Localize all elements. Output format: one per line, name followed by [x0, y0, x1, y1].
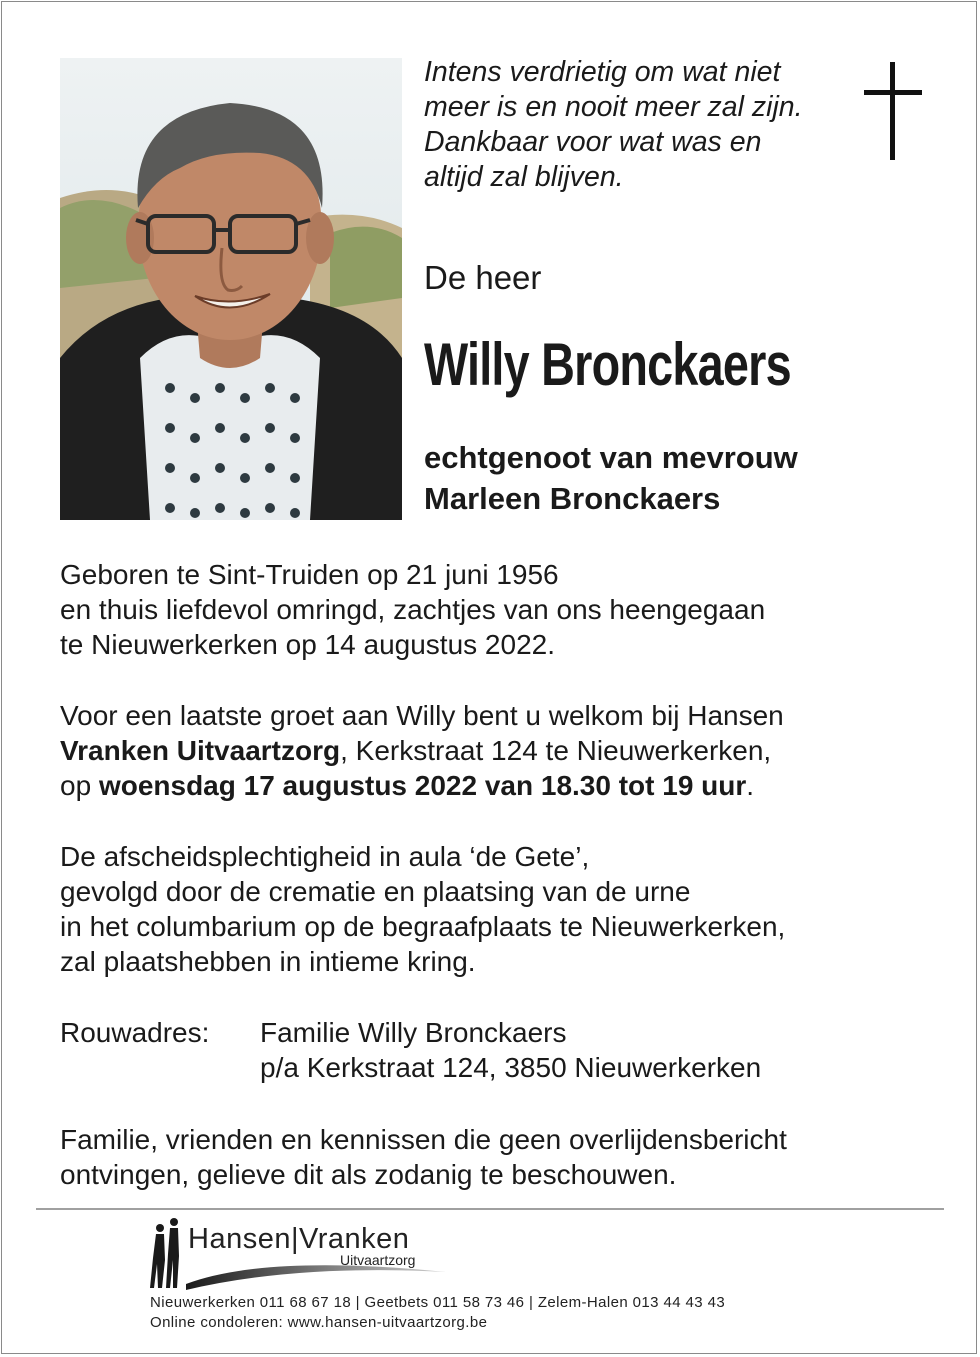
visitation-paragraph [60, 698, 940, 803]
quote-line: Intens verdrietig om wat niet [424, 56, 781, 88]
spouse-info [424, 437, 798, 519]
quote-line: meer is en nooit meer zal zijn. [424, 91, 803, 123]
spouse-line: echtgenoot van mevrouw [424, 440, 798, 475]
honorific: De heer [424, 259, 542, 296]
visitation-datetime: woensdag 17 augustus 2022 van 18.30 tot 19 uur [98, 770, 747, 801]
portrait-illustration [60, 58, 402, 520]
footer-phone-numbers: Nieuwerkerken 011 68 67 18 | Geetbets 011 58 73 46 | Zelem-Halen 013 44 43 43 [150, 1294, 726, 1311]
address-line: Familie Willy Bronckaers [260, 1017, 567, 1048]
paragraph-line: zal plaatshebben in intieme kring. [60, 946, 476, 977]
funeral-home-name: Vranken Uitvaartzorg [60, 735, 341, 766]
footer-online-condolences: Online condoleren: www.hansen-uitvaartzorg.be [150, 1314, 488, 1331]
paragraph-line: gevolgd door de crematie en plaatsing van de urne [60, 876, 691, 907]
logo-subtitle: Uitvaartzorg [340, 1252, 416, 1268]
spouse-name: Marleen Bronckaers [424, 481, 721, 516]
latin-cross-icon [864, 62, 922, 160]
paragraph-line [60, 733, 940, 768]
footer-divider [36, 1208, 944, 1210]
paragraph-line: De afscheidsplechtigheid in aula ‘de Gete’, [60, 841, 590, 872]
paragraph-line: in het columbarium op de begraafplaats te Nieuwerkerken, [60, 911, 786, 942]
paragraph-line: en thuis liefdevol omringd, zachtjes van ons heengegaan [60, 594, 766, 625]
paragraph-line [60, 768, 940, 803]
paragraph-line: ontvingen, gelieve dit als zodanig te beschouwen. [60, 1159, 677, 1190]
quote-line: altijd zal blijven. [424, 161, 624, 193]
visitation-prefix: op [60, 770, 99, 801]
birth-death-paragraph [60, 557, 940, 662]
address-label: Rouwadres: [60, 1017, 210, 1048]
paragraph-line: Voor een laatste groet aan Willy bent u welkom bij Hansen [60, 700, 784, 731]
visitation-suffix: . [746, 770, 755, 801]
quote-line: Dankbaar voor wat was en [424, 126, 762, 158]
paragraph-line: Familie, vrienden en kennissen die geen overlijdensbericht [60, 1124, 787, 1155]
portrait-photo [60, 58, 402, 520]
memorial-quote [424, 55, 854, 195]
logo-wordmark: Hansen|Vranken [188, 1223, 410, 1255]
funeral-home-address: , Kerkstraat 124 te Nieuwerkerken, [340, 735, 772, 766]
paragraph-line: Geboren te Sint-Truiden op 21 juni 1956 [60, 559, 559, 590]
ceremony-paragraph [60, 839, 940, 979]
address-line: p/a Kerkstraat 124, 3850 Nieuwerkerken [260, 1052, 762, 1083]
closing-paragraph [60, 1122, 940, 1192]
paragraph-line: te Nieuwerkerken op 14 augustus 2022. [60, 629, 555, 660]
address-lines [260, 1015, 761, 1085]
deceased-name: Willy Bronckaers [424, 331, 791, 398]
